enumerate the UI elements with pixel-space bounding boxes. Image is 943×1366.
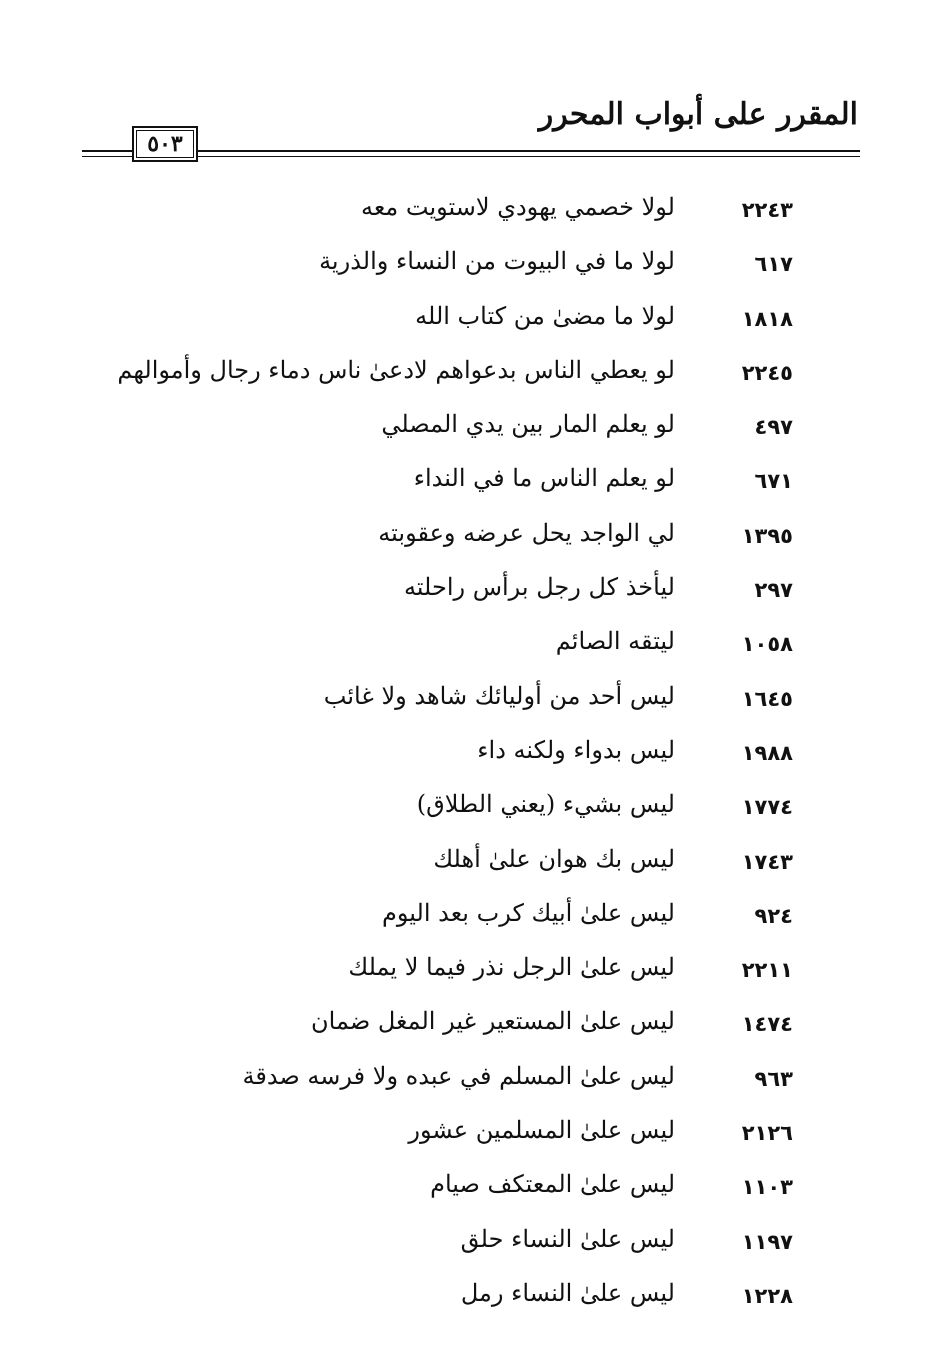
entry-number: ١٧٧٤	[741, 795, 793, 820]
entry-text: لولا ما في البيوت من النساء والذرية	[319, 247, 675, 276]
index-entry	[0, 1057, 943, 1111]
entry-text: ليس علىٰ المعتكف صيام	[430, 1170, 675, 1199]
entry-text: لولا خصمي يهودي لاستويت معه	[360, 193, 675, 221]
index-entry	[0, 242, 943, 296]
entry-number: ٩٢٤	[754, 903, 793, 928]
index-entry	[0, 188, 943, 242]
entry-number: ١٧٤٣	[741, 849, 793, 874]
entry-number: ٦٧١	[754, 469, 793, 494]
entry-number: ٢٢٤٥	[741, 360, 793, 385]
entry-number: ٢٢٤٣	[741, 198, 793, 222]
entry-text: ليس علىٰ المسلم في عبده ولا فرسه صدقة	[242, 1061, 675, 1090]
entry-text: ليس علىٰ النساء رمل	[460, 1278, 675, 1307]
entry-number: ١٨١٨	[741, 306, 793, 331]
entry-number: ٢٢١١	[741, 958, 793, 983]
header-rule-bottom	[82, 156, 860, 157]
index-entry	[0, 948, 943, 1002]
entry-text: ليس بشيء (يعني الطلاق)	[416, 790, 675, 819]
entry-text: لو يعطي الناس بدعواهم لادعىٰ ناس دماء رجال وأموالهم	[117, 355, 675, 384]
entry-text: ليس بك هوان علىٰ أهلك	[433, 844, 675, 873]
entry-text: ليس علىٰ النساء حلق	[460, 1224, 675, 1253]
entry-number: ١٩٨٨	[741, 740, 793, 765]
entry-text: ليس علىٰ المسلمين عشور	[408, 1116, 675, 1145]
entry-text: لو يعلم الناس ما في النداء	[413, 464, 675, 493]
index-entry	[0, 514, 943, 568]
index-entry	[0, 677, 943, 731]
entry-text: ليس بدواء ولكنه داء	[477, 735, 675, 764]
entry-text: لي الواجد يحل عرضه وعقوبته	[378, 518, 675, 547]
entry-number: ١٢٢٨	[741, 1283, 793, 1308]
entry-number: ١٣٩٥	[741, 523, 793, 548]
index-entry	[0, 1002, 943, 1056]
entry-text: ليس علىٰ المستعير غير المغل ضمان	[311, 1007, 675, 1036]
entry-number: ١٤٧٤	[741, 1012, 793, 1037]
index-entry	[0, 840, 943, 894]
entry-number: ٢٩٧	[754, 578, 793, 603]
entry-text: ليس علىٰ أبيك كرب بعد اليوم	[382, 898, 675, 927]
index-entries-list	[0, 188, 943, 1328]
index-entry	[0, 351, 943, 405]
entry-number: ١١٠٣	[741, 1175, 793, 1200]
entry-number: ١١٩٧	[741, 1229, 793, 1254]
page-number-box	[132, 126, 198, 162]
index-entry	[0, 622, 943, 676]
index-entry	[0, 785, 943, 839]
index-entry	[0, 731, 943, 785]
entry-number: ٩٦٣	[754, 1066, 793, 1091]
entry-number: ٤٩٧	[754, 415, 793, 440]
index-entry	[0, 568, 943, 622]
entry-text: ليس أحد من أوليائك شاهد ولا غائب	[323, 681, 675, 710]
header-rule-top	[82, 150, 860, 152]
index-entry	[0, 459, 943, 513]
index-entry	[0, 1111, 943, 1165]
index-entry	[0, 1274, 943, 1328]
entry-number: ٢١٢٦	[741, 1121, 793, 1146]
index-entry	[0, 1165, 943, 1219]
index-entry	[0, 894, 943, 948]
entry-number: ١٠٥٨	[741, 632, 793, 657]
index-entry	[0, 1220, 943, 1274]
entry-text: لو يعلم المار بين يدي المصلي	[381, 410, 675, 439]
index-entry	[0, 405, 943, 459]
entry-number: ٦١٧	[754, 252, 793, 277]
entry-number: ١٦٤٥	[741, 686, 793, 711]
entry-text: ليتقه الصائم	[555, 627, 675, 656]
index-entry	[0, 297, 943, 351]
page-number: ٥٠٣	[147, 131, 183, 157]
running-header-title: المقرر على أبواب المحرر	[538, 97, 858, 132]
entry-text: ليأخذ كل رجل برأس راحلته	[403, 573, 675, 602]
entry-text: ليس علىٰ الرجل نذر فيما لا يملك	[348, 953, 675, 982]
entry-text: لولا ما مضىٰ من كتاب الله	[415, 301, 675, 330]
